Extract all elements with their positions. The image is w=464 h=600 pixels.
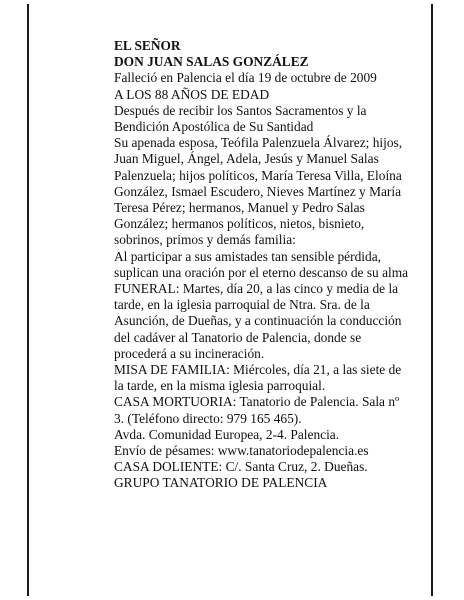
family-line: González; hermanos políticos, nietos, bisnieto, [114, 216, 365, 232]
mortuary-line: 3. (Teléfono directo: 979 165 465). [114, 410, 302, 426]
family-mass-line: MISA DE FAMILIA: Miércoles, día 21, a las siete de [114, 362, 402, 378]
mortuary-line: CASA MORTUORIA: Tanatorio de Palencia. Sala nº [114, 394, 400, 410]
notice-title: EL SEÑOR [114, 38, 181, 53]
request-line: suplican una oración por el eterno descanso de su alma [114, 264, 409, 280]
family-line: sobrinos, primos y demás familia: [114, 232, 296, 248]
sacraments-line: Después de recibir los Santos Sacramentos y la [114, 102, 367, 118]
request-line: Al participar a sus amistades tan sensible pérdida, [114, 248, 381, 264]
family-line: González, Ismael Escudero, Nieves Martínez y María [114, 183, 402, 199]
funeral-line: procederá a su incineración. [114, 345, 265, 361]
deceased-name: DON JUAN SALAS GONZÁLEZ [114, 54, 309, 70]
funeral-home-group-line: GRUPO TANATORIO DE PALENCIA [114, 475, 328, 491]
funeral-line: del cadáver al Tanatorio de Palencia, donde se [114, 329, 362, 345]
funeral-line: FUNERAL: Martes, día 20, a las cinco y media de la [114, 281, 399, 297]
family-line: Juan Miguel, Ángel, Adela, Jesús y Manuel Salas [114, 151, 379, 167]
obituary-notice [114, 38, 426, 492]
family-line: Su apenada esposa, Teófila Palenzuela Álvarez; hijos, [114, 135, 403, 151]
family-line: Palenzuela; hijos políticos, María Teresa Villa, Eloína [114, 167, 402, 183]
family-mass-line: la tarde, en la misma iglesia parroquial. [114, 378, 326, 394]
age-line: A LOS 88 AÑOS DE EDAD [114, 86, 270, 102]
family-line: Teresa Pérez; hermanos, Manuel y Pedro Salas [114, 200, 365, 216]
right-border-rule [431, 4, 433, 596]
sacraments-line: Bendición Apostólica de Su Santidad [114, 119, 314, 135]
bereaved-house-line: CASA DOLIENTE: C/. Santa Cruz, 2. Dueñas. [114, 459, 368, 475]
left-border-rule [27, 4, 29, 596]
death-date-line: Falleció en Palencia el día 19 de octubre de 2009 [114, 70, 377, 86]
funeral-line: Asunción, de Dueñas, y a continuación la conducción [114, 313, 402, 329]
funeral-line: tarde, en la iglesia parroquial de Ntra. Sra. de la [114, 297, 370, 313]
condolences-line: Envío de pésames: www.tanatoriodepalencia.es [114, 443, 369, 459]
address-line: Avda. Comunidad Europea, 2-4. Palencia. [114, 426, 340, 442]
